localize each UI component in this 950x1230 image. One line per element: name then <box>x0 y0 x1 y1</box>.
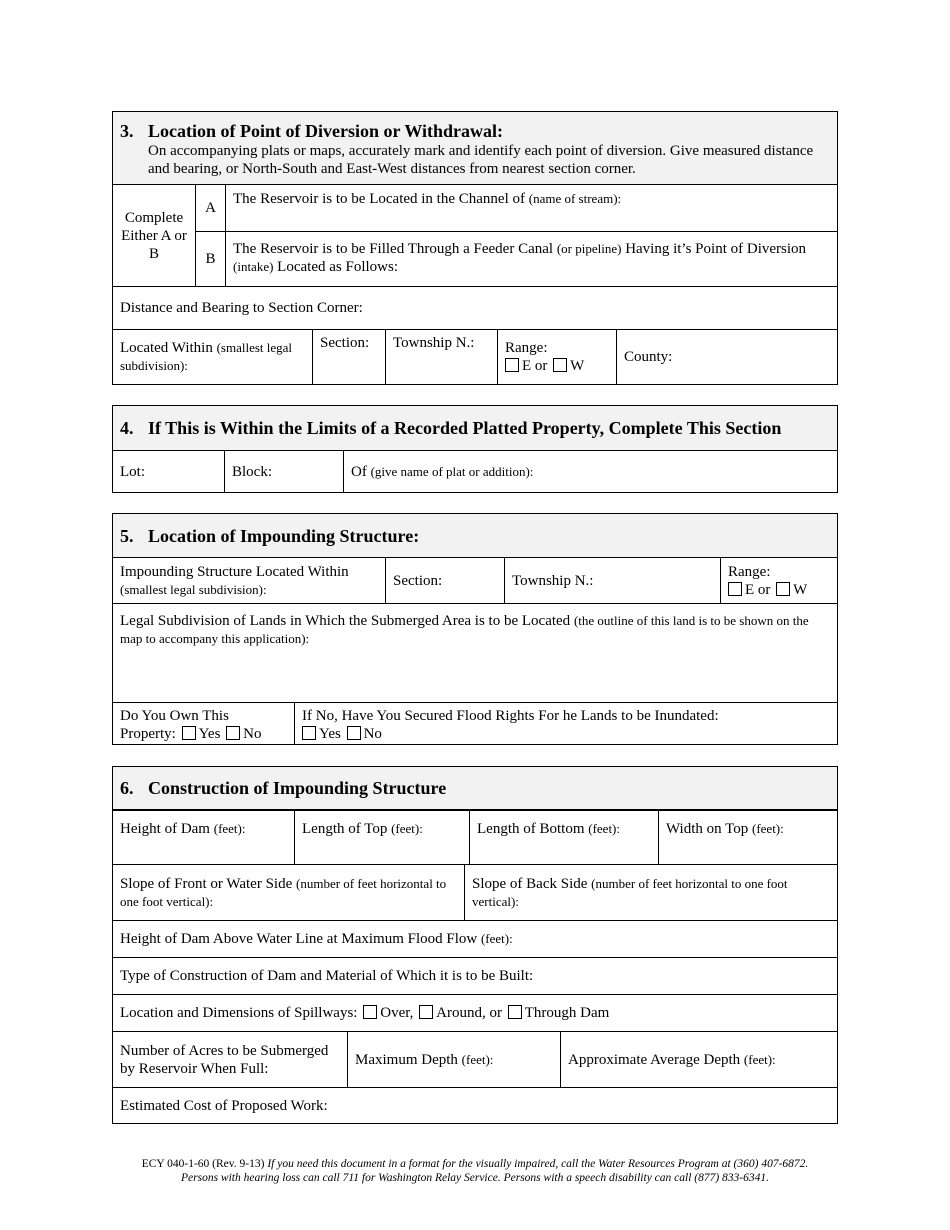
county-field[interactable]: County: <box>616 330 837 384</box>
option-b-letter: B <box>196 231 225 286</box>
option-block <box>113 184 837 286</box>
option-a-letter: A <box>205 200 216 216</box>
estimated-cost-field[interactable]: Estimated Cost of Proposed Work: <box>113 1087 837 1123</box>
township-field[interactable]: Township N.: <box>504 558 720 603</box>
plat-row <box>113 450 837 492</box>
section-field[interactable]: Section: <box>385 558 504 603</box>
option-b-field[interactable]: The Reservoir is to be Filled Through a Feeder Canal (or pipeline) Having it’s Point of Diversion (intake) Located as Follows: <box>226 231 837 286</box>
section-description: On accompanying plats or maps, accurately mark and identify each point of diversion. Give measured distance and bearing, or North-South and East-West distances from nearest section corner. <box>148 143 814 177</box>
footer <box>0 1157 950 1185</box>
option-text-column <box>225 185 837 286</box>
section-title: Construction of Impounding Structure <box>148 778 447 798</box>
spillways-row: Location and Dimensions of Spillways: Over, Around, or Through Dam <box>113 994 837 1031</box>
height-of-dam-field[interactable]: Height of Dam (feet): <box>120 821 246 837</box>
construction-type-field[interactable]: Type of Construction of Dam and Material of Which it is to be Built: <box>113 957 837 994</box>
section-4-header <box>113 406 837 450</box>
section-6 <box>112 766 838 1124</box>
own-property-question: Do You Own This Property: Yes No <box>120 708 262 742</box>
form-id: ECY 040-1-60 (Rev. 9-13) <box>141 1158 265 1170</box>
ownership-row <box>113 702 837 744</box>
flood-rights-question: If No, Have You Secured Flood Rights For he Lands to be Inundated: Yes No <box>294 703 837 744</box>
accessibility-line-1: If you need this document in a format for the visually impaired, call the Water Resources Program at (360) 407-6872. <box>267 1158 809 1170</box>
section-title: If This is Within the Limits of a Recorded Platted Property, Complete This Section <box>148 418 782 438</box>
distance-bearing-label: Distance and Bearing to Section Corner: <box>120 300 363 316</box>
legal-subdivision-field[interactable]: Legal Subdivision of Lands in Which the Submerged Area is to be Located (the outline of this land is to be shown on the map to accompany this application): <box>113 603 837 702</box>
slope-front-field[interactable]: Slope of Front or Water Side (number of feet horizontal to one foot vertical): <box>120 875 447 909</box>
range-w-checkbox[interactable] <box>776 582 790 596</box>
section-3-header <box>113 112 837 184</box>
range-e-checkbox[interactable] <box>505 358 519 372</box>
spillway-over-checkbox[interactable] <box>363 1005 377 1019</box>
section-field[interactable]: Section: <box>312 330 385 384</box>
distance-bearing-row[interactable] <box>113 286 837 329</box>
location-row <box>113 329 837 384</box>
complete-either-label: Complete Either A or B <box>121 209 187 262</box>
range-e-checkbox[interactable] <box>728 582 742 596</box>
maximum-depth-field[interactable]: Maximum Depth (feet): <box>347 1032 560 1087</box>
impounding-row <box>113 557 837 603</box>
block-field[interactable]: Block: <box>224 451 343 492</box>
flood-yes-checkbox[interactable] <box>302 726 316 740</box>
impounding-location-field[interactable]: Impounding Structure Located Within (smallest legal subdivision): <box>120 563 349 597</box>
acres-depth-row <box>113 1031 837 1087</box>
section-number: 6. <box>120 778 134 798</box>
section-title: Location of Impounding Structure: <box>148 525 420 546</box>
range-field: Range: E or W <box>720 558 837 603</box>
township-field[interactable]: Township N.: <box>385 330 497 384</box>
section-title: Location of Point of Diversion or Withdrawal: <box>148 121 503 141</box>
height-above-water-field[interactable]: Height of Dam Above Water Line at Maximum Flood Flow (feet): <box>113 920 837 957</box>
section-4 <box>112 405 838 493</box>
option-a-field[interactable]: The Reservoir is to be Located in the Channel of (name of stream): <box>233 191 622 207</box>
section-number: 4. <box>120 418 134 438</box>
spillway-through-checkbox[interactable] <box>508 1005 522 1019</box>
plat-name-field[interactable]: Of (give name of plat or addition): <box>343 451 837 492</box>
section-5-header <box>113 514 837 557</box>
length-of-bottom-field[interactable]: Length of Bottom (feet): <box>469 811 658 864</box>
own-no-checkbox[interactable] <box>226 726 240 740</box>
located-within-field[interactable]: Located Within (smallest legal subdivision): <box>120 340 293 373</box>
acres-submerged-field[interactable]: Number of Acres to be Submerged by Reservoir When Full: <box>120 1042 329 1077</box>
lot-field[interactable]: Lot: <box>120 463 145 480</box>
accessibility-line-2: Persons with hearing loss can call 711 for Washington Relay Service. Persons with a speech disability can call (877) 833-6341. <box>180 1172 770 1184</box>
width-on-top-field[interactable]: Width on Top (feet): <box>658 811 837 864</box>
section-5 <box>112 513 838 745</box>
section-6-header <box>113 767 837 809</box>
dam-dimensions-row <box>113 809 837 864</box>
spillway-around-checkbox[interactable] <box>419 1005 433 1019</box>
section-number: 5. <box>120 525 134 546</box>
range-w-checkbox[interactable] <box>553 358 567 372</box>
slope-back-field[interactable]: Slope of Back Side (number of feet horizontal to one foot vertical): <box>464 865 837 920</box>
option-letter-column <box>195 185 225 286</box>
length-of-top-field[interactable]: Length of Top (feet): <box>294 811 469 864</box>
range-field: Range: E or W <box>497 330 616 384</box>
slope-row <box>113 864 837 920</box>
section-number: 3. <box>120 121 134 141</box>
average-depth-field[interactable]: Approximate Average Depth (feet): <box>560 1032 837 1087</box>
own-yes-checkbox[interactable] <box>182 726 196 740</box>
section-3 <box>112 111 838 385</box>
flood-no-checkbox[interactable] <box>347 726 361 740</box>
